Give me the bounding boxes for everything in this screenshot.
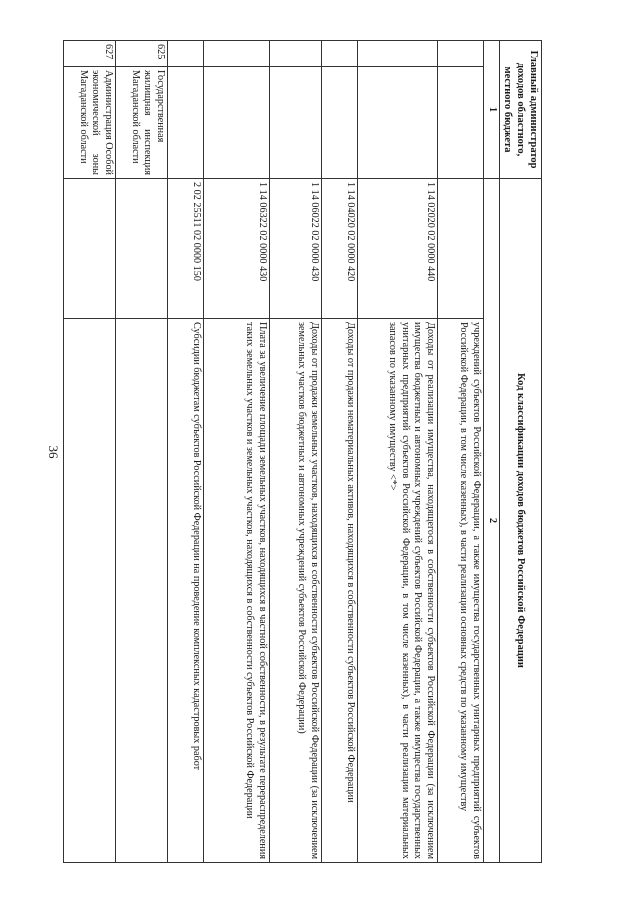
table-row xyxy=(204,41,270,863)
revenue-code xyxy=(438,179,484,319)
revenue-name xyxy=(116,319,168,863)
admin-number xyxy=(204,41,270,67)
revenue-code: 2 02 25511 02 0000 150 xyxy=(168,179,204,319)
revenue-code: 1 14 06322 02 0000 430 xyxy=(204,179,270,319)
admin-name xyxy=(168,67,204,179)
revenue-code xyxy=(64,179,116,319)
admin-name xyxy=(322,67,358,179)
table-row xyxy=(64,41,116,863)
revenue-code: 1 14 06022 02 0000 430 xyxy=(270,179,322,319)
revenue-name: учреждений субъектов Российской Федерации, а также имущества государственных унитарных предприятий субъектов Российской Федерации, в том числе казенных), в части реализации основных средств по указанному имуществу xyxy=(438,319,484,863)
admin-number: 625 xyxy=(116,41,168,67)
revenue-name: Плата за увеличение площади земельных участков, находящихся в частной собственности, в результате перераспределения таких земельных участков и земельных участков, находящихся в собственности субъектов Российской Федерации xyxy=(204,319,270,863)
admin-column-header: Главный администратор доходов областного, местного бюджета xyxy=(499,41,541,179)
admin-number xyxy=(322,41,358,67)
revenue-code xyxy=(116,179,168,319)
admin-name xyxy=(270,67,322,179)
admin-number xyxy=(438,41,484,67)
admin-number: 627 xyxy=(64,41,116,67)
admin-name xyxy=(204,67,270,179)
table-header-row xyxy=(499,41,541,863)
table-row xyxy=(438,41,484,863)
revenue-code: 1 14 02020 02 0000 440 xyxy=(358,179,438,319)
revenue-name: Доходы от реализации имущества, находящегося в собственности субъектов Российской Федерации (за исключением имущества бюджетных и автономных учреждений субъектов Российской Федерации, а также имущества государственных унитарных предприятий субъектов Российской Федерации, в том числе казенных), в части реализации материальных запасов по указанному имуществу <*> xyxy=(358,319,438,863)
revenue-name: Доходы от продажи земельных участков, находящихся в собственности субъектов Российской Федерации (за исключением земельных участков бюджетных и автономных учреждений субъектов Российской Федерации) xyxy=(270,319,322,863)
revenue-name: Субсидии бюджетам субъектов Российской Федерации на проведение комплексных кадастровых работ xyxy=(168,319,204,863)
table-row xyxy=(168,41,204,863)
revenue-name: Доходы от продажи нематериальных активов, находящихся в собственности субъектов Российской Федерации xyxy=(322,319,358,863)
table-row xyxy=(116,41,168,863)
admin-name: Государственная жилищная инспекция Магаданской области xyxy=(116,67,168,179)
admin-name: Администрация Особой экономической зоны Магаданской области xyxy=(64,67,116,179)
column-number-row xyxy=(484,41,500,863)
column-number-1: 1 xyxy=(484,41,500,179)
admin-name xyxy=(438,67,484,179)
revenue-name xyxy=(64,319,116,863)
table-row xyxy=(322,41,358,863)
table-row xyxy=(270,41,322,863)
column-number-2: 2 xyxy=(484,179,500,863)
table-row xyxy=(358,41,438,863)
rotated-table-container xyxy=(77,40,542,862)
code-column-header: Код классификации доходов бюджетов Российской Федерации xyxy=(499,179,541,863)
revenue-code: 1 14 04020 02 0000 420 xyxy=(322,179,358,319)
admin-number xyxy=(358,41,438,67)
admin-number xyxy=(168,41,204,67)
admin-name xyxy=(358,67,438,179)
page-number: 36 xyxy=(46,445,61,459)
admin-number xyxy=(270,41,322,67)
revenue-classification-table xyxy=(63,40,542,863)
